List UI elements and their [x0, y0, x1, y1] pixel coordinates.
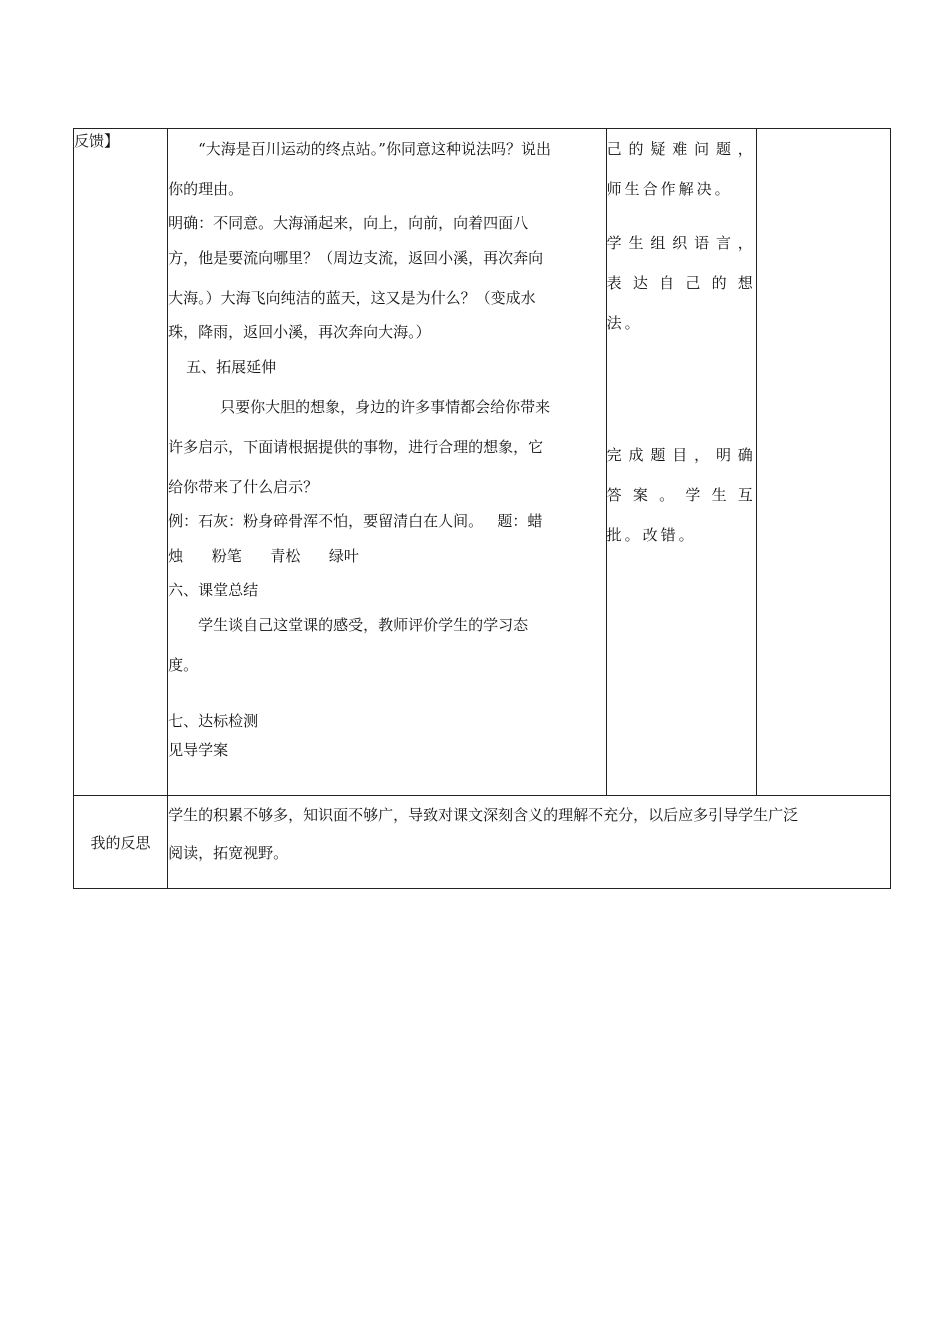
- answer-line: 珠，降雨，返回小溪，再次奔向大海。）: [168, 323, 431, 341]
- answer-line: 大海。）大海飞向纯洁的蓝天，这又是为什么？（变成水: [168, 289, 536, 307]
- activity-line: 答案。学生互: [606, 486, 756, 504]
- section-text: 学生谈自己这堂课的感受，教师评价学生的学习态: [198, 616, 529, 634]
- section-title: 六、课堂总结: [168, 581, 259, 599]
- section-text: 许多启示，下面请根据提供的事物，进行合理的想象，它: [168, 438, 544, 456]
- activity-line: 学生组织语言，: [606, 234, 756, 252]
- section-title: 五、拓展延伸: [186, 358, 277, 376]
- question-line: 你的理由。: [168, 180, 244, 198]
- section-text: 度。: [168, 656, 199, 674]
- section-title: 七、达标检测: [168, 712, 259, 730]
- spacer: [168, 685, 606, 707]
- feedback-label-cell: [74, 129, 168, 796]
- extra-cell: [756, 129, 890, 796]
- reflection-label: 我的反思: [90, 833, 151, 852]
- lesson-plan-table: [73, 128, 891, 889]
- feedback-label: 反馈】: [74, 132, 120, 150]
- section-text: 只要你大胆的想象，身边的许多事情都会给你带来: [220, 398, 551, 416]
- activity-line: 法。: [606, 314, 643, 332]
- answer-line: 方，他是要流向哪里？（周边支流，返回小溪，再次奔向: [168, 249, 544, 267]
- example-line: 烛 粉笔 青松 绿叶: [168, 547, 359, 565]
- activity-line: 完成题目，明确: [606, 446, 756, 464]
- lesson-content-cell: [168, 129, 607, 796]
- activity-line: 师生合作解决。: [606, 180, 733, 198]
- spacer: [607, 343, 756, 435]
- section-text: 给你带来了什么启示？: [168, 478, 319, 496]
- reflection-content-cell: [168, 796, 891, 889]
- activity-line: 己的疑难问题，: [606, 140, 756, 158]
- activity-line: 表达自己的想: [606, 274, 756, 292]
- activity-line: 批。改错。: [606, 526, 697, 544]
- reflection-label-cell: [74, 796, 168, 889]
- reflection-row: [74, 796, 891, 889]
- student-activity-cell: [606, 129, 756, 796]
- reflection-line: 阅读，拓宽视野。: [168, 844, 289, 862]
- answer-line: 明确：不同意。大海涌起来，向上，向前，向着四面八: [168, 214, 529, 232]
- section-text: 见导学案: [168, 741, 229, 759]
- reflection-line: 学生的积累不够多，知识面不够广，导致对课文深刻含义的理解不充分，以后应多引导学生广泛: [168, 806, 799, 824]
- example-line: 例：石灰：粉身碎骨浑不怕，要留清白在人间。 题：蜡: [168, 512, 543, 530]
- question-line: “大海是百川运动的终点站。”你同意这种说法吗？说出: [198, 140, 551, 158]
- feedback-row: [74, 129, 891, 796]
- spacer: [607, 209, 756, 223]
